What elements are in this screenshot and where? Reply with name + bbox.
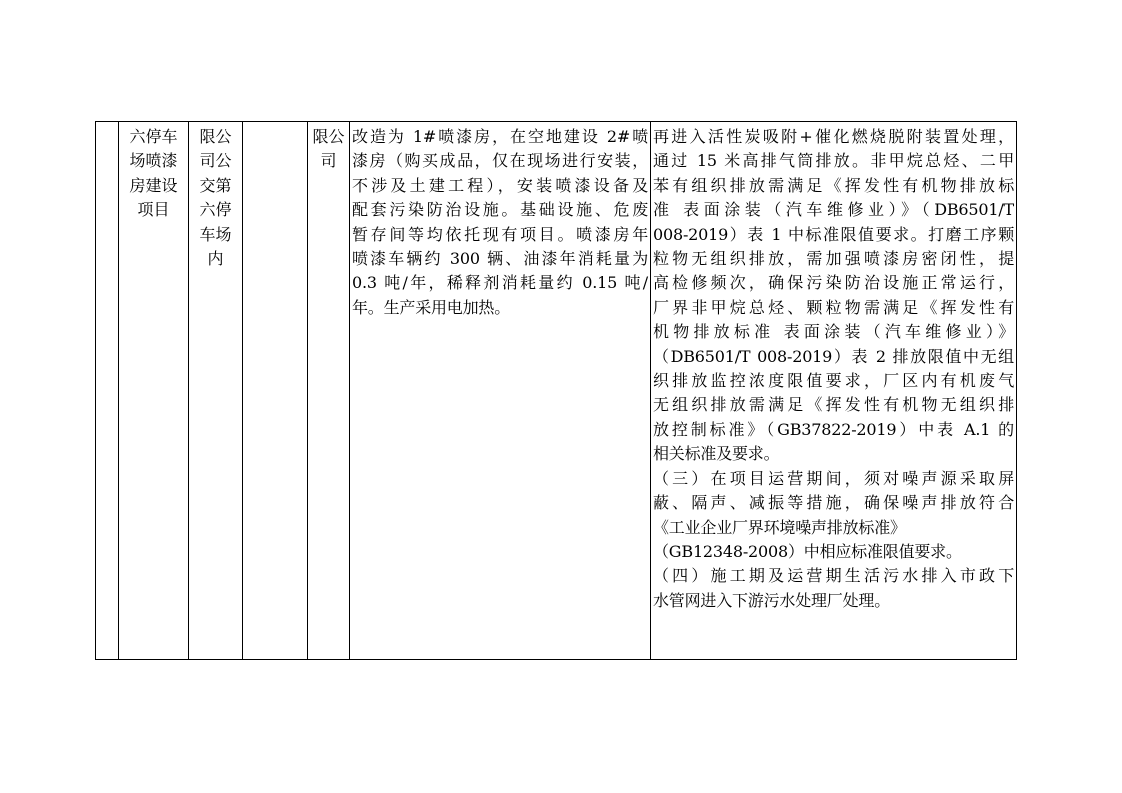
- measures-line: （三）在项目运营期间，须对噪声源采取屏: [653, 468, 1014, 488]
- measures-line: 织排放监控浓度限值要求，厂区内有机废气: [653, 371, 1014, 391]
- location-line: 司公: [199, 151, 232, 171]
- measures-line: 厂界非甲烷总烃、颗粒物需满足《挥发性有: [653, 297, 1014, 317]
- measures-line: 苯有组织排放需满足《挥发性有机物排放标: [653, 175, 1014, 195]
- unit-cell: [308, 122, 350, 660]
- content-line: 不涉及土建工程），安装喷漆设备及: [352, 175, 648, 195]
- document-table: [95, 121, 1017, 660]
- location-line: 内: [207, 249, 224, 269]
- measures-line: 008-2019）表 1 中标准限值要求。打磨工序颗: [653, 224, 1014, 244]
- index-cell: [96, 122, 119, 660]
- location-line: 车场: [199, 224, 232, 244]
- measures-line: 机物排放标准 表面涂装（汽车维修业）》: [653, 322, 1014, 342]
- measures-line: （四）施工期及运营期生活污水排入市政下: [653, 566, 1014, 586]
- content-line: 配套污染防治设施。基础设施、危废: [352, 200, 648, 220]
- measures-line: 《工业企业厂界环境噪声排放标准》: [653, 517, 906, 537]
- unit-line: 司: [320, 151, 337, 171]
- blank-cell: [243, 122, 308, 660]
- project-name-line: 房建设: [129, 175, 178, 195]
- measures-line: 无组织排放需满足《挥发性有机物无组织排: [653, 395, 1014, 415]
- content-line: 0.3 吨/年，稀释剂消耗量约 0.15 吨/: [352, 273, 648, 293]
- construction-content-cell: [350, 122, 651, 660]
- measures-line: 再进入活性炭吸附+催化燃烧脱附装置处理，: [653, 127, 1014, 146]
- location-line: 六停: [199, 200, 232, 220]
- content-line: 暂存间等均依托现有项目。喷漆房年: [352, 224, 648, 244]
- content-line: 喷漆车辆约 300 辆、油漆年消耗量为: [352, 249, 648, 269]
- content-line: 改造为 1#喷漆房，在空地建设 2#喷: [352, 127, 648, 146]
- measures-line: 相关标准及要求。: [653, 444, 780, 464]
- measures-line: （DB6501/T 008-2019）表 2 排放限值中无组: [653, 346, 1014, 366]
- measures-line: 通过 15 米高排气筒排放。非甲烷总烃、二甲: [653, 151, 1014, 171]
- content-line: 年。生产采用电加热。: [352, 297, 511, 317]
- project-name-line: 场喷漆: [129, 151, 178, 171]
- measures-line: 水管网进入下游污水处理厂处理。: [653, 590, 891, 610]
- location-line: 限公: [199, 127, 232, 146]
- content-line: 漆房（购买成品，仅在现场进行安装，: [352, 151, 648, 171]
- project-name-cell: [119, 122, 189, 660]
- measures-line: 粒物无组织排放，需加强喷漆房密闭性，提: [653, 249, 1014, 269]
- table-row: [96, 122, 1017, 660]
- project-name-line: 项目: [137, 200, 170, 220]
- location-line: 交第: [199, 175, 232, 195]
- unit-line: 限公: [312, 127, 345, 146]
- location-cell: [189, 122, 243, 660]
- measures-line: 放控制标准》（GB37822-2019）中表 A.1 的: [653, 419, 1014, 439]
- measures-line: 准 表面涂装（汽车维修业）》（DB6501/T: [653, 200, 1014, 220]
- measures-line: （GB12348-2008）中相应标准限值要求。: [653, 541, 962, 561]
- measures-line: 蔽、隔声、减振等措施，确保噪声排放符合: [653, 493, 1014, 513]
- environmental-measures-cell: [651, 122, 1017, 660]
- project-name-line: 六停车: [129, 127, 178, 146]
- measures-line: 高检修频次，确保污染防治设施正常运行，: [653, 273, 1014, 293]
